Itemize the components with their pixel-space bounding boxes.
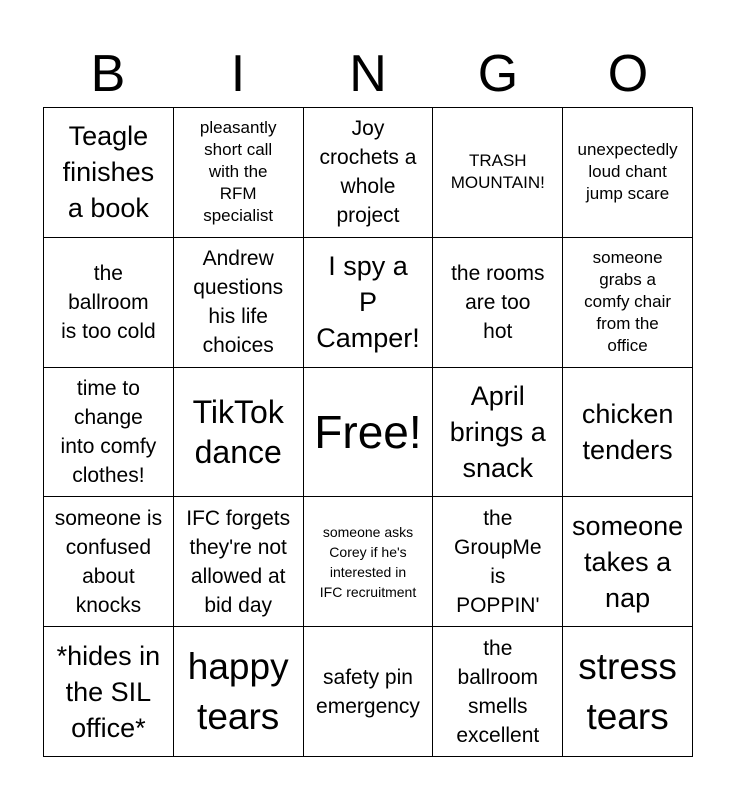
- bingo-cell-text: safety pin emergency: [316, 665, 420, 718]
- bingo-cell[interactable]: [563, 108, 693, 238]
- bingo-cell[interactable]: [304, 108, 434, 238]
- bingo-cell-text: someone takes a nap: [572, 510, 684, 613]
- bingo-cell-text: chicken tenders: [581, 398, 674, 465]
- bingo-cell-text: IFC forgets they're not allowed at bid day: [186, 506, 291, 617]
- bingo-cell-text: the ballroom is too cold: [61, 261, 156, 343]
- bingo-cell-text: TRASH MOUNTAIN!: [450, 151, 545, 193]
- bingo-cell-text: Free!: [314, 405, 422, 458]
- bingo-cell-text: *hides in the SIL office*: [56, 640, 161, 743]
- bingo-cell-text: stress tears: [578, 645, 677, 737]
- bingo-cell-text: the ballroom smells excellent: [456, 636, 540, 747]
- bingo-cell[interactable]: [44, 108, 174, 238]
- bingo-cell-text: happy tears: [187, 645, 289, 737]
- bingo-cell[interactable]: [304, 627, 434, 757]
- bingo-cell[interactable]: [174, 627, 304, 757]
- bingo-cell[interactable]: [44, 627, 174, 757]
- bingo-cell[interactable]: [433, 627, 563, 757]
- bingo-cell-text: someone grabs a comfy chair from the office: [584, 248, 672, 356]
- free-space-cell[interactable]: [304, 368, 434, 498]
- header-letter-b: B: [90, 45, 126, 103]
- bingo-cell[interactable]: [433, 368, 563, 498]
- bingo-cell[interactable]: [174, 238, 304, 368]
- bingo-cell-text: Andrew questions his life choices: [193, 247, 284, 358]
- bingo-cell[interactable]: [563, 238, 693, 368]
- bingo-cell[interactable]: [433, 108, 563, 238]
- bingo-cell[interactable]: [174, 108, 304, 238]
- bingo-cell[interactable]: [563, 627, 693, 757]
- bingo-cell-text: time to change into comfy clothes!: [60, 376, 157, 487]
- bingo-header: [43, 40, 693, 108]
- bingo-cell-text: pleasantly short call with the RFM specialist: [199, 118, 277, 226]
- bingo-cell[interactable]: [44, 368, 174, 498]
- bingo-grid: [43, 107, 693, 757]
- bingo-cell-text: the GroupMe is POPPIN': [454, 506, 542, 617]
- bingo-cell-text: TikTok dance: [192, 393, 284, 470]
- bingo-cell[interactable]: [433, 497, 563, 627]
- bingo-cell-text: the rooms are too hot: [451, 261, 545, 343]
- header-letter-g: G: [477, 45, 519, 103]
- bingo-cell-text: Joy crochets a whole project: [319, 117, 417, 228]
- bingo-cell[interactable]: [563, 368, 693, 498]
- bingo-cell[interactable]: [174, 368, 304, 498]
- bingo-cell[interactable]: [44, 497, 174, 627]
- header-letter-i: I: [230, 45, 246, 103]
- bingo-cell[interactable]: [174, 497, 304, 627]
- bingo-cell[interactable]: [304, 238, 434, 368]
- header-letter-n: N: [349, 45, 387, 103]
- bingo-cell[interactable]: [563, 497, 693, 627]
- bingo-cell[interactable]: [433, 238, 563, 368]
- bingo-cell-text: Teagle finishes a book: [62, 121, 155, 224]
- bingo-cell-text: I spy a P Camper!: [316, 251, 420, 354]
- bingo-cell-text: someone asks Corey if he's interested in IFC recruitment: [319, 523, 417, 600]
- bingo-cell-text: unexpectedly loud chant jump scare: [577, 140, 678, 204]
- bingo-cell-text: April brings a snack: [449, 380, 546, 483]
- bingo-cell-text: someone is confused about knocks: [54, 506, 163, 617]
- bingo-cell[interactable]: [304, 497, 434, 627]
- header-letter-o: O: [607, 45, 649, 103]
- bingo-cell[interactable]: [44, 238, 174, 368]
